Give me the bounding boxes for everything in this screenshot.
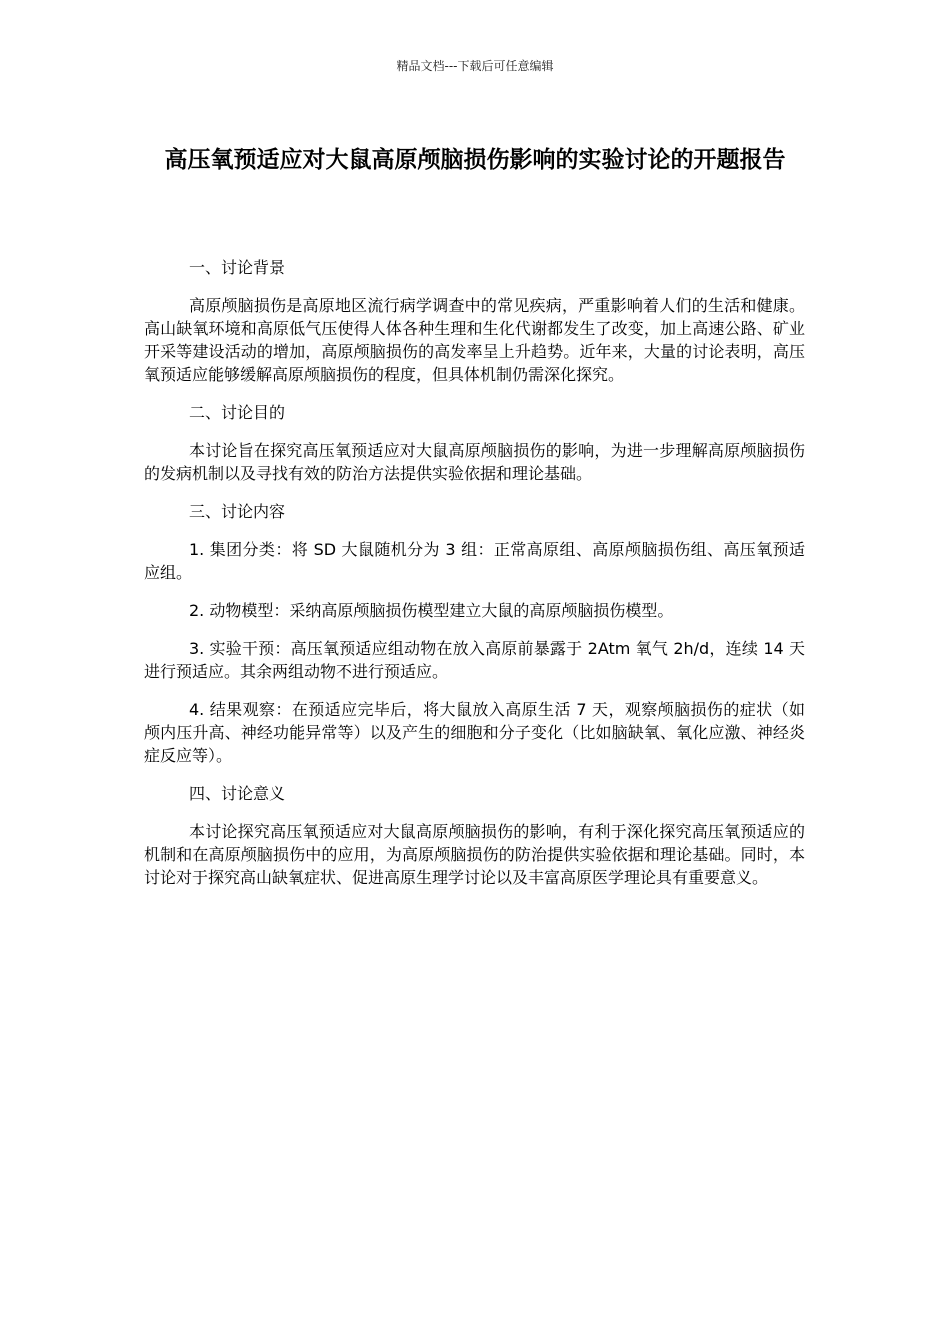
content-item-grouping: 1. 集团分类：将 SD 大鼠随机分为 3 组：正常高原组、高原颅脑损伤组、高压氧预适应组。 xyxy=(144,540,805,582)
section-heading-content: 三、讨论内容 xyxy=(189,502,286,521)
paragraph-purpose: 本讨论旨在探究高压氧预适应对大鼠高原颅脑损伤的影响，为进一步理解高原颅脑损伤的发病机制以及寻找有效的防治方法提供实验依据和理论基础。 xyxy=(144,441,805,483)
section-heading-significance: 四、讨论意义 xyxy=(189,784,286,803)
paragraph-significance: 本讨论探究高压氧预适应对大鼠高原颅脑损伤的影响，有利于深化探究高压氧预适应的机制和在高原颅脑损伤中的应用，为高原颅脑损伤的防治提供实验依据和理论基础。同时，本讨论对于探究高山缺氧症状、促进高原生理学讨论以及丰富高原医学理论具有重要意义。 xyxy=(144,822,805,887)
paragraph-background: 高原颅脑损伤是高原地区流行病学调查中的常见疾病，严重影响着人们的生活和健康。高山缺氧环境和高原低气压使得人体各种生理和生化代谢都发生了改变，加上高速公路、矿业开采等建设活动的增加，高原颅脑损伤的高发率呈上升趋势。近年来，大量的讨论表明，高压氧预适应能够缓解高原颅脑损伤的程度，但具体机制仍需深化探究。 xyxy=(144,296,805,384)
document-body xyxy=(144,256,805,904)
content-item-observation: 4. 结果观察：在预适应完毕后，将大鼠放入高原生活 7 天，观察颅脑损伤的症状（如颅内压升高、神经功能异常等）以及产生的细胞和分子变化（比如脑缺氧、氧化应激、神经炎症反应等）。 xyxy=(144,700,805,765)
content-item-intervention: 3. 实验干预：高压氧预适应组动物在放入高原前暴露于 2Atm 氧气 2h/d，连续 14 天进行预适应。其余两组动物不进行预适应。 xyxy=(144,639,805,681)
page-header: 精品文档---下载后可任意编辑 xyxy=(396,59,554,73)
content-item-animal-model: 2. 动物模型：采纳高原颅脑损伤模型建立大鼠的高原颅脑损伤模型。 xyxy=(189,601,674,620)
section-heading-background: 一、讨论背景 xyxy=(189,258,286,277)
section-heading-purpose: 二、讨论目的 xyxy=(189,403,286,422)
document-title: 高压氧预适应对大鼠高原颅脑损伤影响的实验讨论的开题报告 xyxy=(164,147,786,173)
